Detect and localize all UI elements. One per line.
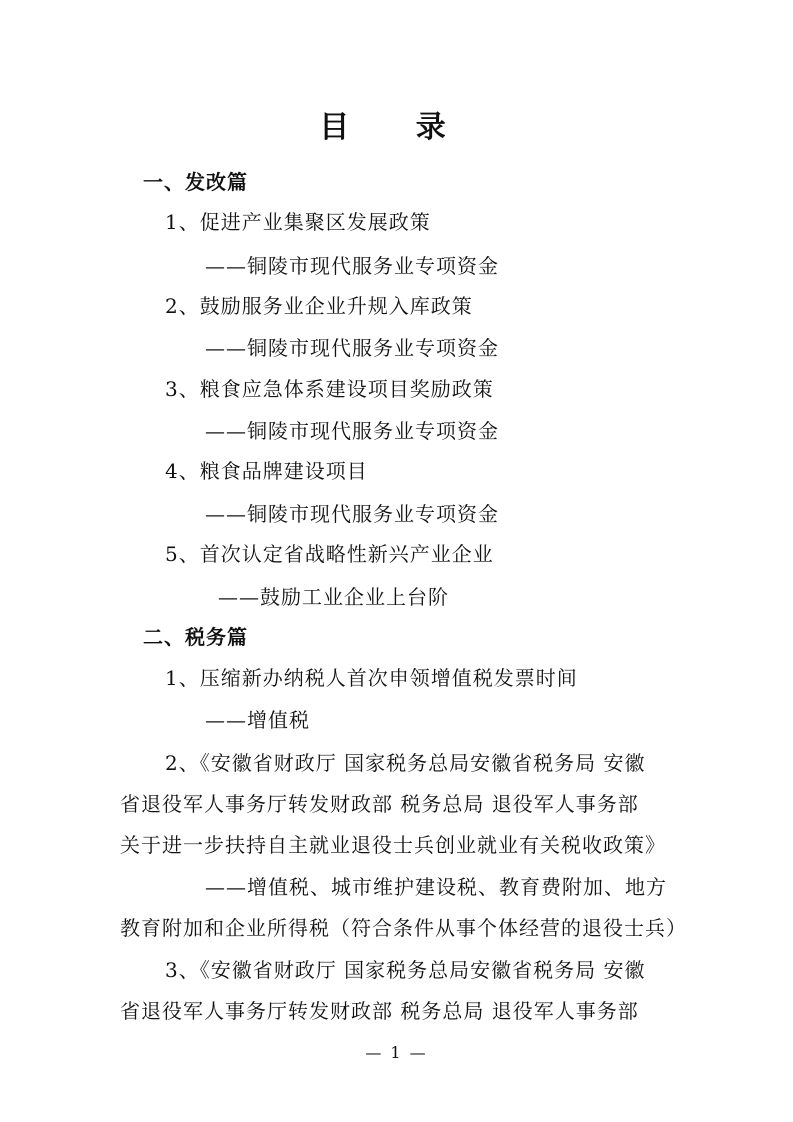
- toc-entry-subtitle: ——铜陵市现代服务业专项资金: [205, 336, 499, 360]
- toc-entry-subtitle: ——铜陵市现代服务业专项资金: [205, 254, 499, 278]
- toc-entry-title: 5、首次认定省战略性新兴产业企业: [165, 542, 494, 566]
- toc-entry-title: 2、鼓励服务业企业升规入库政策: [165, 294, 473, 318]
- section-heading-shuiwu: 二、税务篇: [143, 625, 248, 649]
- toc-entry-subtitle: ——增值税: [205, 708, 310, 732]
- toc-entry-title-line: 关于进一步扶持自主就业退役士兵创业就业有关税收政策》: [120, 833, 666, 857]
- toc-entry-subtitle-line: ——增值税、城市维护建设税、教育费附加、地方: [205, 875, 667, 899]
- toc-entry-title-line: 3、《安徽省财政厅 国家税务总局安徽省税务局 安徽: [165, 958, 646, 982]
- toc-entry-subtitle: ——鼓励工业企业上台阶: [218, 585, 449, 609]
- toc-entry-title: 3、粮食应急体系建设项目奖励政策: [165, 377, 494, 401]
- toc-entry-title: 1、压缩新办纳税人首次申领增值税发票时间: [165, 666, 578, 690]
- toc-entry-subtitle-line: 教育附加和企业所得税（符合条件从事个体经营的退役士兵）: [120, 916, 687, 940]
- toc-entry-subtitle: ——铜陵市现代服务业专项资金: [205, 502, 499, 526]
- toc-entry-title: 4、粮食品牌建设项目: [165, 459, 368, 483]
- toc-entry-title-line: 省退役军人事务厅转发财政部 税务总局 退役军人事务部: [120, 999, 639, 1023]
- page-number: — 1 —: [365, 1043, 428, 1062]
- section-heading-fagai: 一、发改篇: [143, 170, 248, 194]
- toc-entry-title-line: 2、《安徽省财政厅 国家税务总局安徽省税务局 安徽: [165, 751, 646, 775]
- toc-title: 目 录: [319, 110, 474, 145]
- toc-entry-subtitle: ——铜陵市现代服务业专项资金: [205, 419, 499, 443]
- toc-entry-title-line: 省退役军人事务厅转发财政部 税务总局 退役军人事务部: [120, 792, 639, 816]
- toc-entry-title: 1、促进产业集聚区发展政策: [165, 210, 431, 234]
